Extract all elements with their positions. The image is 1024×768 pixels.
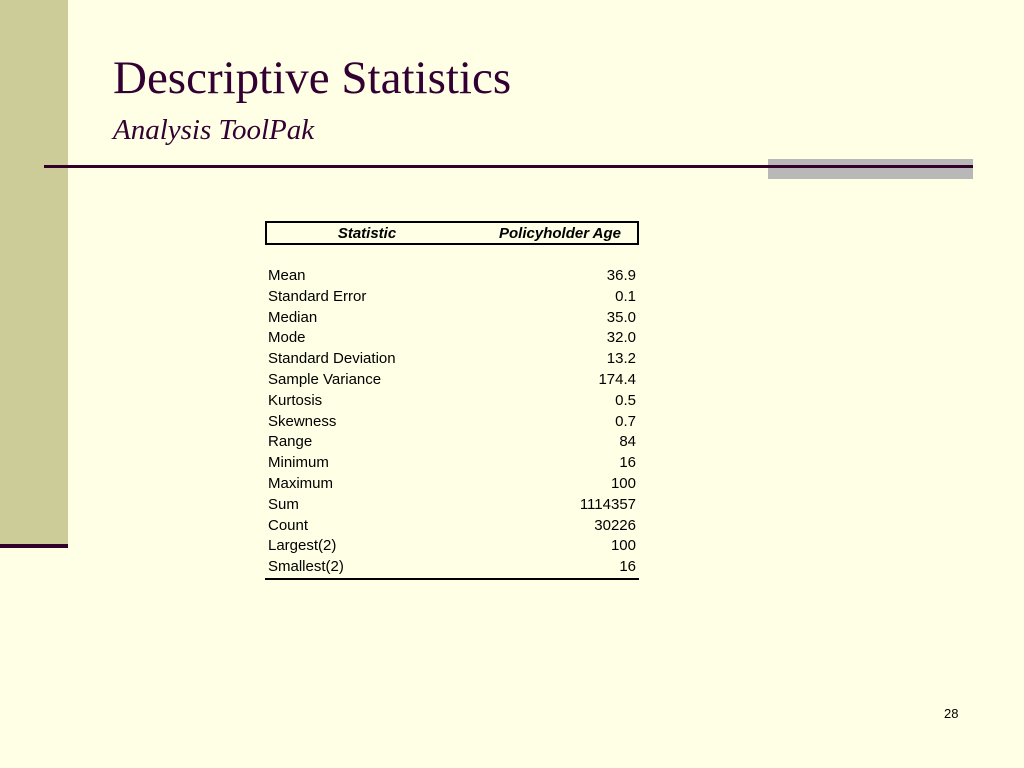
stat-value: 32.0 [606, 329, 636, 347]
table-row [265, 516, 639, 537]
table-row [265, 474, 639, 495]
slide-title: Descriptive Statistics [113, 52, 512, 104]
stat-value: 84 [619, 433, 636, 451]
left-band-rule [0, 544, 68, 548]
stat-label: Sum [268, 495, 299, 513]
stat-label: Mode [268, 329, 306, 347]
stat-value: 16 [619, 454, 636, 472]
table-body [265, 266, 639, 580]
table-row [265, 266, 639, 287]
stat-value: 100 [610, 474, 636, 492]
table-row [265, 412, 639, 433]
stat-label: Minimum [268, 454, 329, 472]
stat-label: Mean [268, 267, 306, 284]
header-accent-bar [768, 159, 973, 179]
stat-value: 100 [610, 537, 636, 555]
table-row [265, 536, 639, 557]
stat-value: 36.9 [606, 267, 636, 284]
stat-label: Median [268, 308, 318, 326]
table-row [265, 495, 639, 516]
stat-value: 0.5 [615, 391, 636, 409]
stat-label: Standard Error [268, 287, 367, 305]
stat-value: 16 [619, 558, 636, 576]
stat-label: Sample Variance [268, 370, 382, 388]
stat-value: 0.1 [615, 287, 636, 305]
table-row [265, 328, 639, 349]
stat-label: Kurtosis [268, 391, 323, 409]
slide-subtitle: Analysis ToolPak [113, 114, 315, 146]
stat-value: 13.2 [606, 350, 636, 368]
page-number: 28 [944, 706, 959, 721]
table-row [265, 287, 639, 308]
stat-label: Standard Deviation [268, 350, 396, 368]
stat-value: 35.0 [606, 308, 636, 326]
stat-label: Smallest(2) [268, 558, 344, 576]
stat-value: 174.4 [598, 370, 636, 388]
stat-label: Largest(2) [268, 537, 337, 555]
table-row [265, 370, 639, 391]
table-row [265, 557, 639, 578]
stat-label: Maximum [268, 474, 334, 492]
stat-label: Skewness [268, 412, 337, 430]
table-header [265, 221, 639, 245]
column-header-policyholder-age: Policyholder Age [499, 224, 621, 242]
stat-value: 0.7 [615, 412, 636, 430]
table-row [265, 453, 639, 474]
table-row [265, 308, 639, 329]
descriptive-stats-table [265, 221, 639, 580]
table-row [265, 349, 639, 370]
stat-value: 30226 [594, 516, 636, 534]
column-header-statistic: Statistic [337, 224, 397, 242]
stat-value: 1114357 [579, 495, 636, 513]
header-accent-rule [768, 165, 973, 168]
stat-label: Count [268, 516, 309, 534]
table-row [265, 432, 639, 453]
table-row [265, 391, 639, 412]
left-decor-band [0, 0, 68, 546]
stat-label: Range [268, 433, 313, 451]
